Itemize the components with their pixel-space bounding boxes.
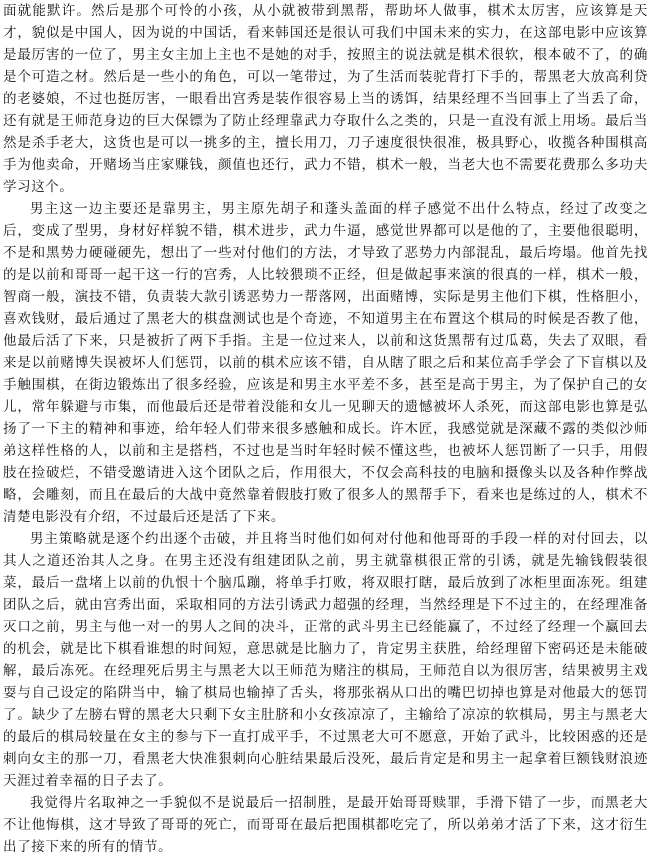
paragraph-title-meaning: 我觉得片名取神之一手貌似不是说最后一招制胜，是最开始哥哥赎罪，手滑下错了一步，而黑老大不让他悔棋，这才导致了哥哥的死亡，而哥哥在最后把围棋都吃完了，所以弟弟才活了下来，这才衍生出了接下来的所有的情节。 (3, 795, 648, 855)
paragraph-male-lead-team: 男主这一边主要还是靠男主，男主原先胡子和蓬头盖面的样子感觉不出什么特点，经过了改变之后，变成了型男，身材好样貌不错，棋术进步，武力牛逼，感觉世界都可以是他的了，主要他很聪明，不是和黑势力硬碰硬先，想出了一些对付他们的方法，才导致了恶势力内部混乱，最后垮塌。他首先找的是以前和哥哥一起干这一行的宫秀，人比较猥琐不正经，但是做起事来演的很真的一样，棋术一般，智商一般，演技不错，负责装大款引诱恶势力一帮落网，出面赌博，实际是男主他们下棋，性格胆小，喜欢钱财，最后通过了黑老大的棋盘测试也是个奇迹，不知道男主在布置这个棋局的时候是否教了他，他最后活了下来，只是被折了两下手指。主是一位过来人，以前和这货黑帮有过瓜葛，失去了双眼，看来是以前赌博失误被坏人们惩罚，以前的棋术应该不错，自从瞎了眼之后和某位高手学会了下盲棋以及手触围棋，在街边锻炼出了很多经验，应该是和男主水平差不多，甚至是高于男主，为了保护自己的女儿，常年躲避与市集，而他最后还是带着没能和女儿一见聊天的遗憾被坏人杀死，而这部电影也算是弘扬了一下主的精神和事迹，给年轻人们带来很多感触和成长。许木匠，我感觉就是深藏不露的类似沙师弟这样性格的人，以前和主是搭档，不过也是当时年轻时候不懂这些，也被坏人惩罚断了一只手，用假肢在捡破烂，不错受邀请进入这个团队之后，作用很大，不仅会高科技的电脑和摄像头以及各种作弊战略，会雕刻，而且在最后的大战中竟然靠着假肢打败了很多人的黑帮手下，看来也是练过的人，棋术不清楚电影没有介绍，不过最后还是活了下来。 (3, 201, 648, 525)
paragraph-strategy: 男主策略就是逐个约出逐个击破，并且将当时他们如何对付他和他哥哥的手段一样的对付回去，以其人之道还治其人之身。在男主还没有组建团队之前，男主就靠棋很正常的引诱，就是先输钱假装很菜，最后一盘堵上以前的仇恨十个脑瓜蹦，将单手打败，将双眼打瞎，最后放到了冰柜里面冻死。组建团队之后，就由宫秀出面，采取相同的方法引诱武力超强的经理，当然经理是下不过主的，在经理准备灭口之前，男主与他一对一的男人之间的决斗，正常的武斗男主已经能赢了，不过经了经理一个赢回去的机会，就是比下棋看谁想的时间短，意思就是比脑力了，肯定男主获胜，给经理留下密码还是未能破解，最后冻死。在经理死后男主与黑老大以王师范为赌注的棋局，王师范自以为很厉害，结果被男主戏耍与自己设定的陷阱当中，输了棋局也输掉了舌头，将那张祸从口出的嘴巴切掉也算是对他最大的惩罚了。缺少了左膀右臂的黑老大只剩下女主肚脐和小女孩凉凉了，主输给了凉凉的软棋局，男主与黑老大的最后的棋局较量在女主的参与下一直打成平手，不过黑老大可不愿意，开始了武斗，比较困惑的还是刺向女主的那一刀，看黑老大快准狠刺向心脏结果最后没死，最后肯定是和男主一起拿着巨额钱财浪迹天涯过着幸福的日子去了。 (3, 531, 648, 789)
paragraph-characters: 面就能默许。然后是那个可怜的小孩，从小就被带到黑帮，帮助坏人做事，棋术太厉害，应该算是天才，貌似是中国人，因为说的中国话，看来韩国还是很认可我们中国未来的实力，在这部电影中应该算是最厉害的一位了，男主女主加上主也不是她的对手，按照主的说法就是棋术很软，根本破不了，的确是个可造之材。然后是一些小的角色，可以一笔带过，为了生活而装驼背打下手的，帮黑老大放高利贷的老婆娘，不过也挺厉害，一眼看出宫秀是装作很容易上当的诱饵，结果经理不当回事上了当丢了命，还有就是王师范身边的巨大保镖为了防止经理靠武力夺取什么之类的，只是一直没有派上用场。最后当然是杀手老大，这货也是可以一挑多的主，擅长用刀，刀子速度很快很准，极具野心，收揽各种围棋高手为他卖命，开赌场当庄家赚钱，颜值也还行，武力不错，棋术一般，当老大也不需要花费那么多功夫学习这个。 (3, 3, 648, 195)
